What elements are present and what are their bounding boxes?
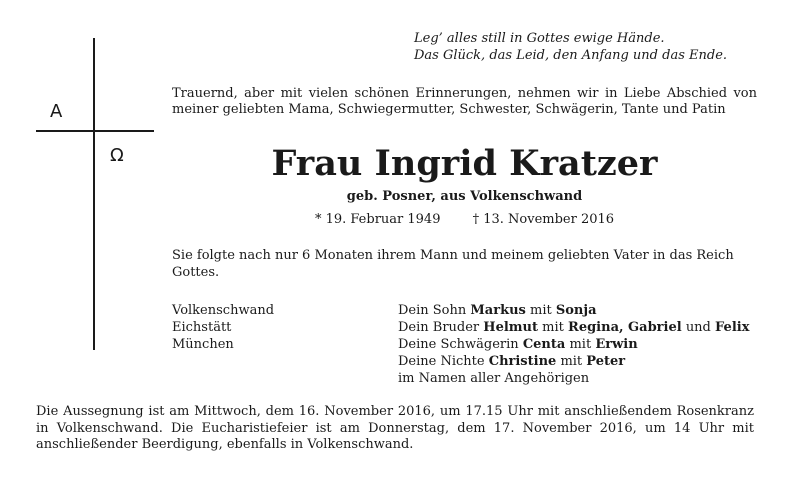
alpha-symbol: A — [50, 101, 63, 122]
funeral-details: Die Aussegnung ist am Mittwoch, dem 16. November 2016, um 17.15 Uhr mit anschließendem Rosenkranz in Volkenschwand. Die Eucharistiefeier ist am Donnerstag, dem 17. November 2016, um 14 Uhr mit anschließender Beerdigung, ebenfalls in Volkenschwand. — [36, 404, 754, 452]
intro-text: Trauernd, aber mit vielen schönen Erinnerungen, nehmen wir in Liebe Abschied von meiner geliebten Mama, Schwiegermutter, Schwester, Schwägerin, Tante und Patin — [172, 86, 757, 117]
place-item: München — [172, 337, 234, 352]
closing-line: im Namen aller Angehörigen — [398, 371, 590, 386]
deceased-name: Frau Ingrid Kratzer — [271, 143, 658, 184]
mourner-line: Dein Sohn Markus mit Sonja — [398, 303, 597, 318]
mourner-line: Dein Bruder Helmut mit Regina, Gabriel und Felix — [398, 320, 750, 335]
motto-line: Das Glück, das Leid, den Anfang und das Ende. — [414, 48, 728, 63]
life-dates — [172, 211, 757, 228]
cross-horizontal-bar — [36, 130, 154, 132]
mourner-line: Deine Schwägerin Centa mit Erwin — [398, 337, 638, 352]
motto-line: Leg’ alles still in Gottes ewige Hände. — [414, 31, 665, 46]
omega-symbol: Ω — [110, 145, 124, 166]
tribute-text: Sie folgte nach nur 6 Monaten ihrem Mann und meinem geliebten Vater in das Reich Gottes. — [172, 248, 734, 280]
motto-verse — [414, 30, 774, 64]
death-date: † 13. November 2016 — [472, 212, 615, 227]
places-list — [172, 302, 372, 353]
place-item: Eichstätt — [172, 320, 232, 335]
cross-vertical-bar — [93, 38, 95, 350]
birth-info: geb. Posner, aus Volkenschwand — [346, 189, 583, 204]
mourners-list — [398, 302, 768, 387]
birth-date: * 19. Februar 1949 — [314, 212, 441, 227]
place-item: Volkenschwand — [172, 303, 275, 318]
mourner-line: Deine Nichte Christine mit Peter — [398, 354, 626, 369]
